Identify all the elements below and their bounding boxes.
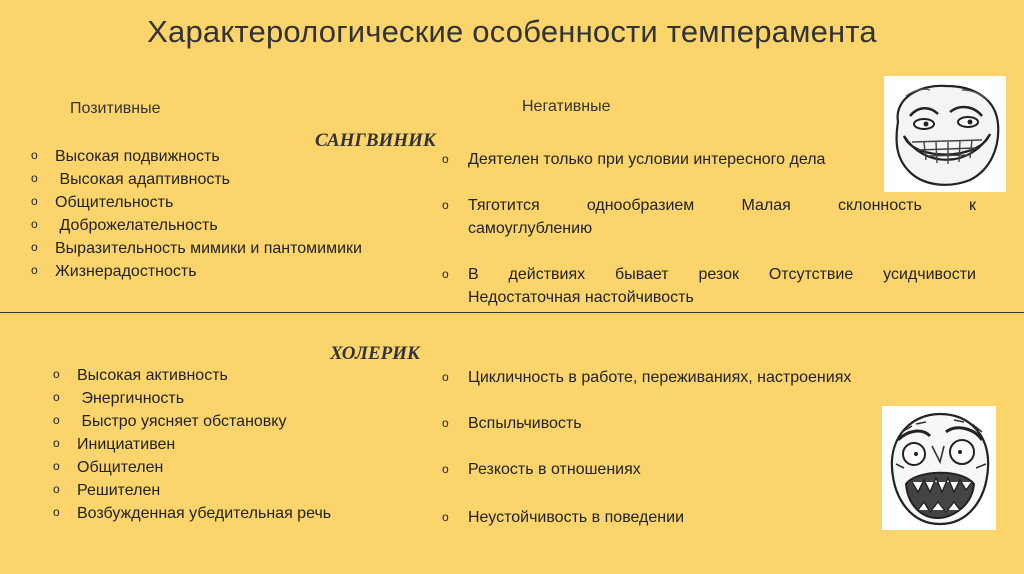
section-divider bbox=[0, 312, 1024, 313]
bullet-icon: o bbox=[442, 510, 449, 524]
bullet-icon: o bbox=[31, 194, 38, 208]
list-item: o Быстро уясняет обстановку bbox=[53, 413, 287, 430]
bullet-icon: o bbox=[53, 459, 60, 473]
list-item: o Энергичность bbox=[53, 390, 185, 407]
rage-face-drawing bbox=[882, 406, 996, 530]
sanguine-negative-item: o Деятелен только при условии интересного дела bbox=[468, 148, 868, 171]
bullet-icon: o bbox=[442, 370, 449, 384]
list-item: o Высокая активность bbox=[53, 367, 228, 384]
sanguine-negative-item: o В действиях бывает резок Отсутствие усидчивости Недостаточная настойчивость bbox=[468, 263, 976, 309]
bullet-icon: o bbox=[31, 148, 38, 162]
sanguine-negative-item: o Тяготится однообразием Малая склонность к самоуглублению bbox=[468, 194, 976, 240]
bullet-icon: o bbox=[31, 217, 38, 231]
bullet-icon: o bbox=[31, 240, 38, 254]
bullet-icon: o bbox=[31, 171, 38, 185]
bullet-icon: o bbox=[53, 436, 60, 450]
choleric-negative-item: o Резкость в отношениях bbox=[468, 458, 768, 481]
list-item: o Возбужденная убедительная речь bbox=[53, 505, 332, 522]
page-title: Характерологические особенности темперамента bbox=[147, 14, 877, 49]
rage-face-icon bbox=[882, 406, 996, 530]
list-item: o Высокая подвижность bbox=[31, 148, 220, 165]
choleric-negative-item: o Цикличность в работе, переживаниях, настроениях bbox=[468, 366, 898, 389]
bullet-icon: o bbox=[53, 482, 60, 496]
bullet-icon: o bbox=[442, 462, 449, 476]
bullet-icon: o bbox=[442, 416, 449, 430]
bullet-icon: o bbox=[53, 390, 60, 404]
list-item: o Решителен bbox=[53, 482, 161, 499]
trollface-drawing bbox=[884, 76, 1006, 192]
choleric-negative-item: o Вспыльчивость bbox=[468, 412, 768, 435]
trollface-icon bbox=[884, 76, 1006, 192]
list-item: o Жизнерадостность bbox=[31, 263, 197, 280]
list-item: o Инициативен bbox=[53, 436, 176, 453]
bullet-icon: o bbox=[442, 198, 449, 212]
choleric-negative-item: o Неустойчивость в поведении bbox=[468, 506, 768, 529]
bullet-icon: o bbox=[53, 367, 60, 381]
list-item: o Выразительность мимики и пантомимики bbox=[31, 240, 362, 257]
sanguine-label: САНГВИНИК bbox=[315, 130, 436, 151]
negative-header: Негативные bbox=[522, 98, 611, 115]
choleric-label: ХОЛЕРИК bbox=[330, 343, 420, 364]
bullet-icon: o bbox=[442, 152, 449, 166]
choleric-positive-list bbox=[53, 367, 332, 528]
bullet-icon: o bbox=[53, 413, 60, 427]
sanguine-positive-list bbox=[31, 148, 362, 286]
bullet-icon: o bbox=[31, 263, 38, 277]
list-item: o Общителен bbox=[53, 459, 164, 476]
bullet-icon: o bbox=[442, 267, 449, 281]
list-item: o Доброжелательность bbox=[31, 217, 218, 234]
bullet-icon: o bbox=[53, 505, 60, 519]
list-item: o Высокая адаптивность bbox=[31, 171, 231, 188]
positive-header: Позитивные bbox=[70, 100, 161, 117]
list-item: o Общительность bbox=[31, 194, 174, 211]
